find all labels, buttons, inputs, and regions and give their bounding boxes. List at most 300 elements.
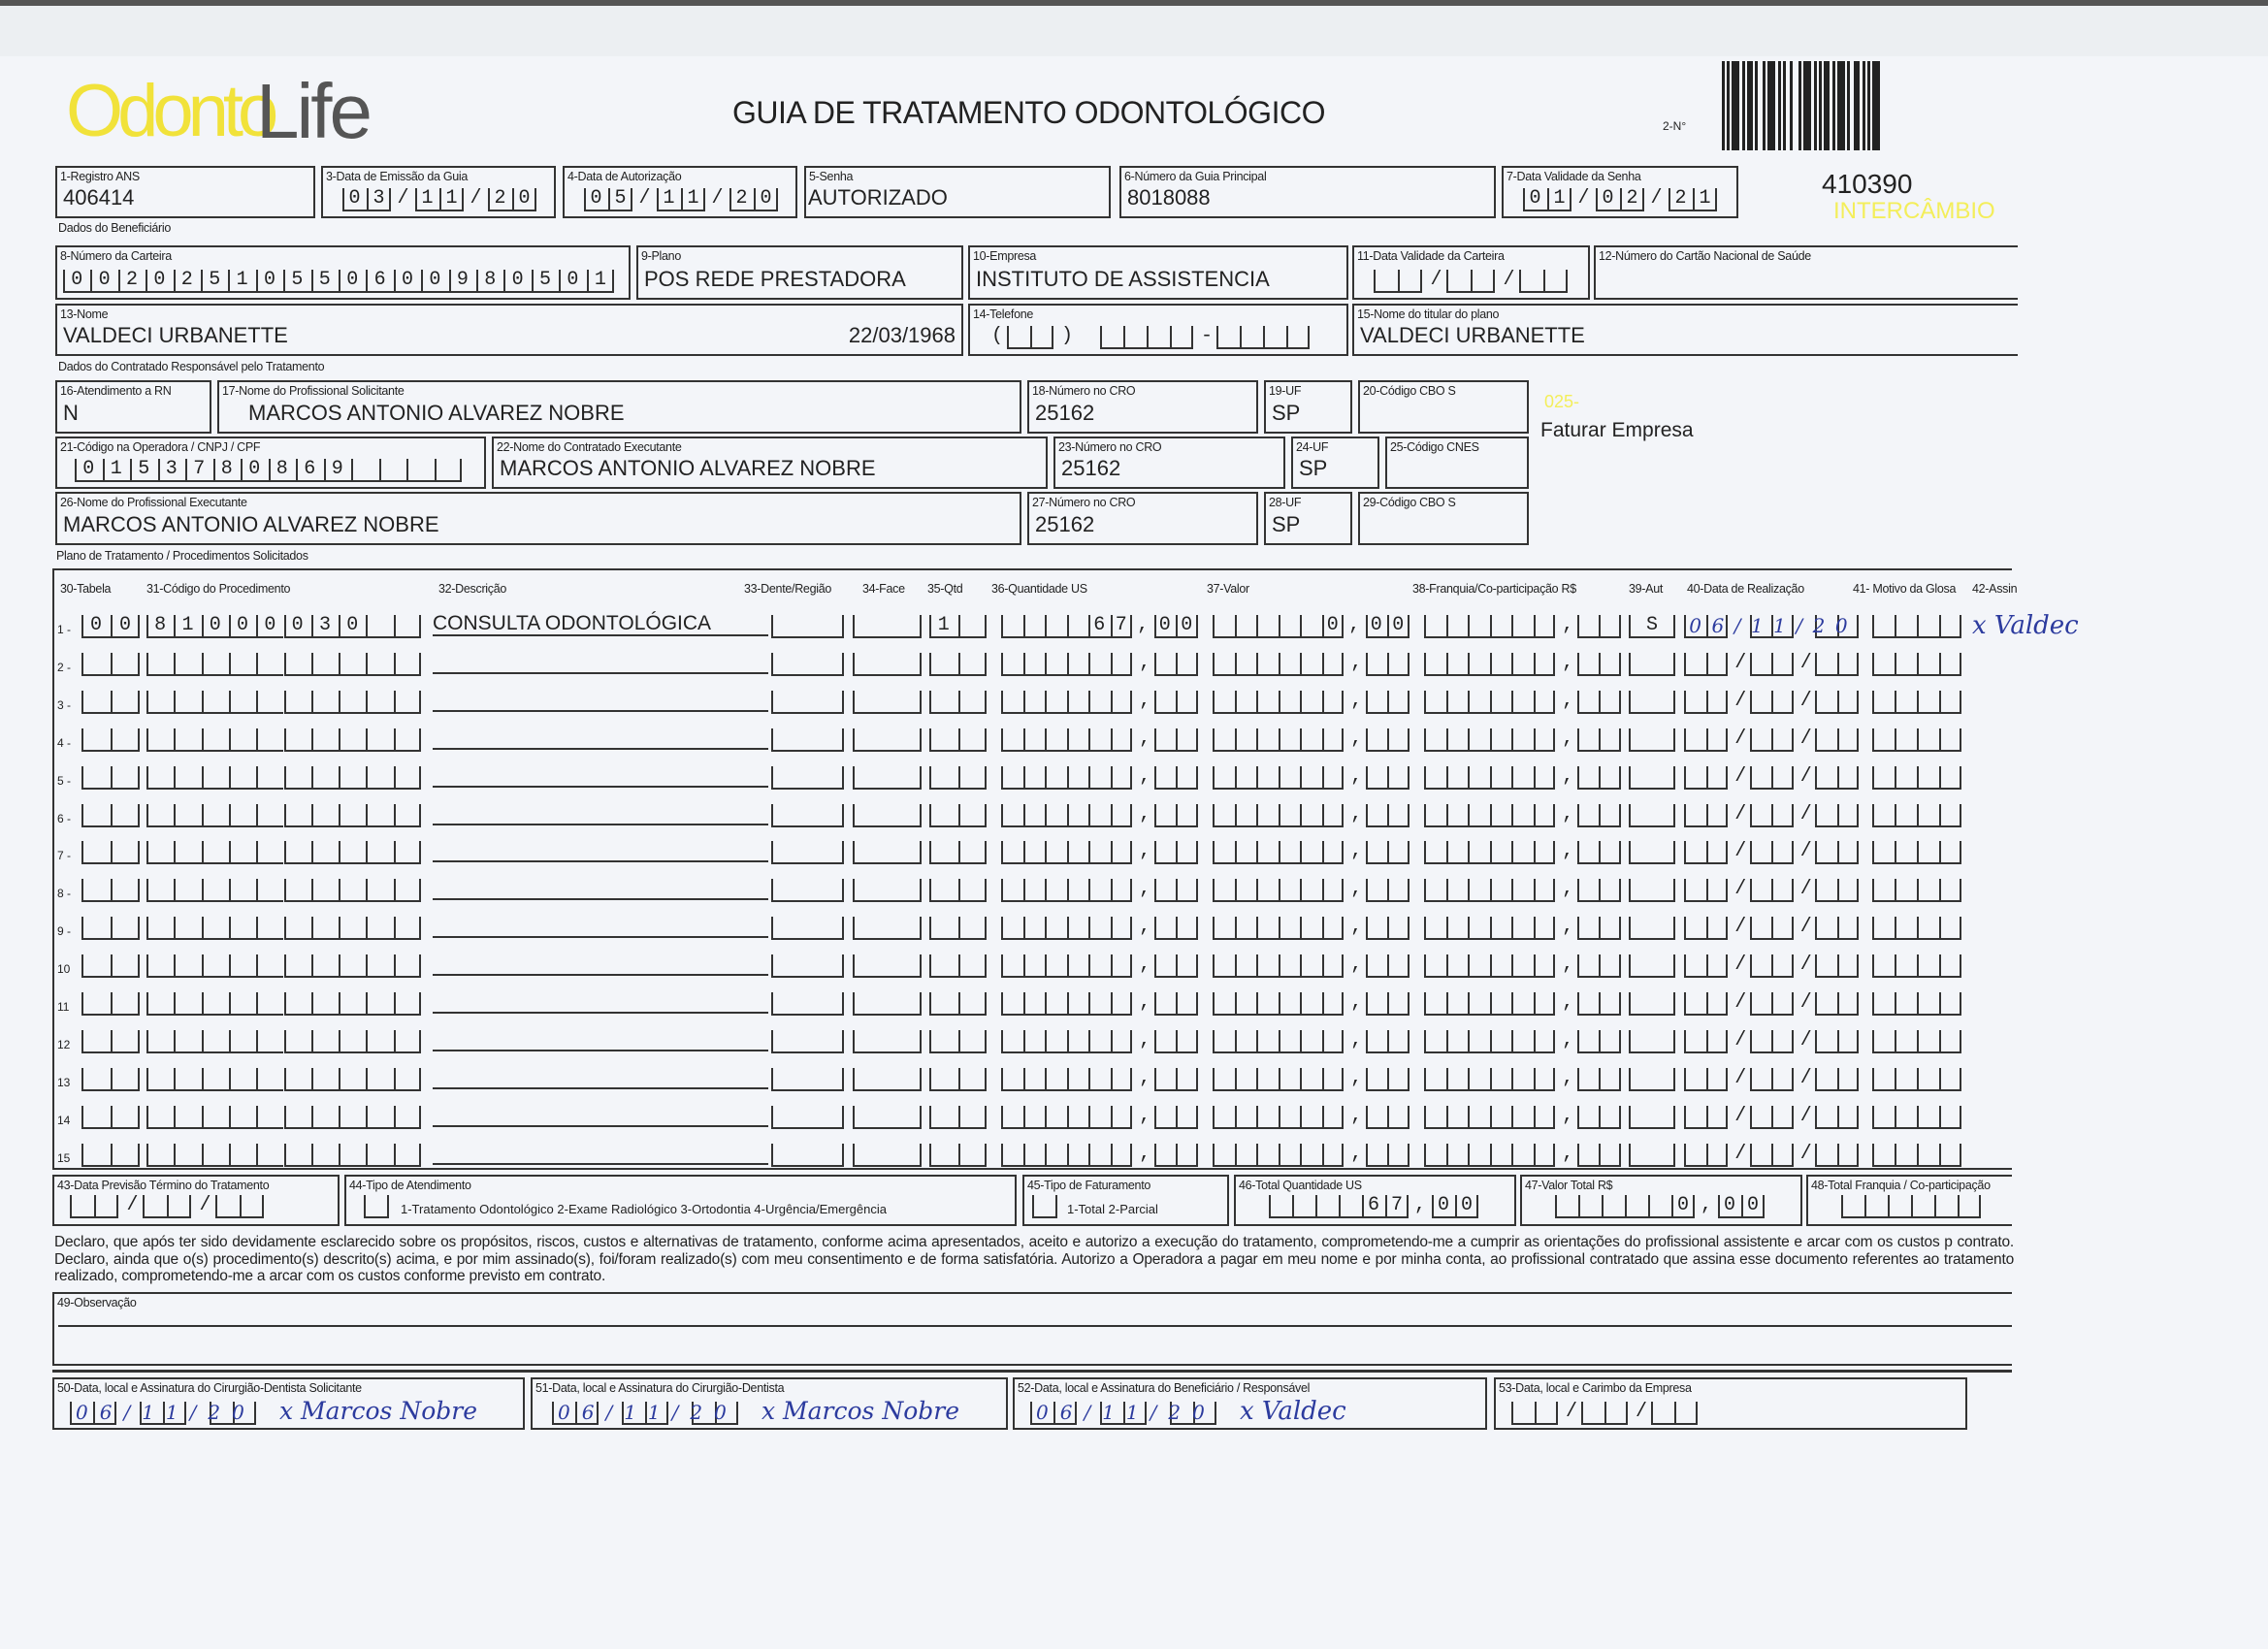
slot-boxes: / / — [1684, 728, 1859, 752]
cell-qtd-us[interactable] — [1001, 691, 1198, 714]
cell-aut[interactable] — [1629, 691, 1675, 714]
cell-valor[interactable] — [1213, 954, 1409, 978]
field-label: 11-Data Validade da Carteira — [1357, 249, 1505, 263]
cell-motivo[interactable] — [1872, 615, 1961, 638]
field-carteira — [55, 245, 631, 300]
cell-descricao[interactable] — [433, 764, 768, 788]
cell-qtd[interactable] — [929, 653, 987, 676]
cell-qtd[interactable] — [929, 804, 987, 827]
cell-franquia[interactable] — [1424, 954, 1621, 978]
cell-face[interactable] — [853, 1106, 922, 1129]
slot-boxes — [81, 841, 140, 864]
cell-tabela[interactable] — [81, 992, 140, 1016]
field-value[interactable]: SP — [1272, 512, 1301, 536]
slot-boxes — [1872, 766, 1961, 790]
cell-codigo[interactable]: 81000030 — [146, 615, 421, 638]
slot-boxes — [1872, 653, 1961, 676]
cell-descricao[interactable] — [433, 915, 768, 938]
field-label: 3-Data de Emissão da Guia — [326, 170, 469, 183]
cell-tabela[interactable] — [81, 841, 140, 864]
cell-data[interactable]: 06/11/20 — [1684, 615, 1859, 638]
cell-tabela[interactable] — [81, 1106, 140, 1129]
cell-tabela[interactable] — [81, 766, 140, 790]
slot-boxes: , — [1213, 1030, 1409, 1053]
cell-motivo[interactable] — [1872, 691, 1961, 714]
cell-valor[interactable] — [1213, 1030, 1409, 1053]
cell-data[interactable] — [1684, 954, 1859, 978]
slot-boxes: , — [1213, 954, 1409, 978]
cell-valor[interactable] — [1213, 691, 1409, 714]
cell-face[interactable] — [853, 841, 922, 864]
slot-boxes — [853, 992, 922, 1016]
field-value[interactable]: 0,00 — [1555, 1195, 1770, 1218]
field-value[interactable]: 25162 — [1035, 401, 1095, 425]
cell-qtd[interactable] — [929, 1030, 987, 1053]
cell-codigo[interactable] — [146, 841, 421, 864]
cell-motivo[interactable] — [1872, 954, 1961, 978]
cell-aut[interactable] — [1629, 766, 1675, 790]
cell-codigo[interactable] — [146, 804, 421, 827]
cell-aut[interactable] — [1629, 728, 1675, 752]
cell-tabela[interactable] — [81, 804, 140, 827]
cell-tabela[interactable] — [81, 917, 140, 940]
sig52-signature[interactable]: x Valdec — [1240, 1397, 1346, 1426]
row-number: 9 - — [57, 924, 72, 939]
cell-face[interactable] — [853, 728, 922, 752]
field-value[interactable] — [984, 326, 1310, 349]
cell-face[interactable] — [853, 1068, 922, 1091]
cell-descricao[interactable] — [433, 1142, 768, 1165]
cell-face[interactable] — [853, 804, 922, 827]
cell-tabela[interactable] — [81, 1030, 140, 1053]
procedure-row — [54, 723, 2014, 758]
cell-tabela[interactable] — [81, 879, 140, 902]
cell-aut[interactable] — [1629, 992, 1675, 1016]
field-uf-28 — [1264, 492, 1352, 545]
field-value[interactable]: MARCOS ANTONIO ALVAREZ NOBRE — [500, 456, 876, 480]
field-label: 48-Total Franquia / Co-participação — [1811, 1179, 1991, 1192]
cell-franquia[interactable] — [1424, 691, 1621, 714]
sig51-date[interactable]: 06/11/20 — [552, 1402, 738, 1425]
cell-face[interactable] — [853, 691, 922, 714]
field-label: 8-Número da Carteira — [60, 249, 172, 263]
field-value[interactable]: 67,00 — [1269, 1195, 1484, 1218]
cell-dente[interactable] — [771, 728, 844, 752]
cell-aut[interactable] — [1629, 1030, 1675, 1053]
cell-data[interactable] — [1684, 1068, 1859, 1091]
cell-aut[interactable] — [1629, 653, 1675, 676]
slot-boxes — [853, 1106, 922, 1129]
sig51-signature[interactable]: x Marcos Nobre — [761, 1397, 960, 1425]
field-value[interactable]: VALDECI URBANETTE — [1360, 323, 1585, 347]
field-value[interactable]: 25162 — [1061, 456, 1121, 480]
slot-boxes — [1872, 1068, 1961, 1091]
cell-data[interactable] — [1684, 841, 1859, 864]
cell-face[interactable] — [853, 954, 922, 978]
cell-dente[interactable] — [771, 1106, 844, 1129]
slot-boxes — [1629, 879, 1675, 902]
sig50-signature[interactable]: x Marcos Nobre — [279, 1397, 478, 1425]
cell-aut[interactable] — [1629, 841, 1675, 864]
cell-tabela[interactable] — [81, 954, 140, 978]
cell-qtd[interactable] — [929, 879, 987, 902]
cell-qtd[interactable] — [929, 954, 987, 978]
slot-boxes: , — [1424, 653, 1621, 676]
cell-motivo[interactable] — [1872, 1030, 1961, 1053]
cell-data[interactable] — [1684, 653, 1859, 676]
field-value[interactable] — [364, 1195, 389, 1218]
field-value[interactable] — [1374, 270, 1568, 293]
cell-franquia[interactable] — [1424, 1144, 1621, 1167]
cell-data[interactable] — [1684, 992, 1859, 1016]
column-header: 32-Descrição — [438, 582, 507, 596]
cell-data[interactable] — [1684, 1106, 1859, 1129]
slot-boxes: , — [1424, 1030, 1621, 1053]
slot-boxes — [853, 1030, 922, 1053]
field-value[interactable]: SP — [1272, 401, 1301, 425]
field-label: 13-Nome — [60, 307, 109, 321]
cell-data[interactable] — [1684, 879, 1859, 902]
cell-valor[interactable] — [1213, 841, 1409, 864]
cell-data[interactable] — [1684, 1030, 1859, 1053]
slot-boxes — [81, 1068, 140, 1091]
cell-tabela[interactable] — [81, 691, 140, 714]
cell-tabela[interactable] — [81, 728, 140, 752]
field-label: 12-Número do Cartão Nacional de Saúde — [1599, 249, 1811, 263]
cell-motivo[interactable] — [1872, 766, 1961, 790]
cell-qtd[interactable]: 1 — [929, 615, 987, 638]
cell-motivo[interactable] — [1872, 841, 1961, 864]
cell-dente[interactable] — [771, 879, 844, 902]
cell-descricao[interactable] — [433, 877, 768, 900]
cell-data[interactable] — [1684, 1144, 1859, 1167]
cell-qtd-us[interactable] — [1001, 841, 1198, 864]
cell-valor[interactable]: 0,00 — [1213, 615, 1414, 638]
cell-descricao[interactable] — [433, 689, 768, 712]
field-value[interactable]: VALDECI URBANETTE — [63, 323, 288, 347]
cell-face[interactable] — [853, 1030, 922, 1053]
field-label: 6-Número da Guia Principal — [1124, 170, 1267, 183]
cell-codigo[interactable] — [146, 992, 421, 1016]
procedure-row — [54, 760, 2014, 795]
cell-qtd[interactable] — [929, 1106, 987, 1129]
procedure-row — [54, 798, 2014, 833]
cell-qtd[interactable] — [929, 728, 987, 752]
procedure-row — [54, 835, 2014, 870]
field-uf-19 — [1264, 380, 1352, 434]
procedure-row — [54, 685, 2014, 720]
cell-tabela[interactable] — [81, 653, 140, 676]
field-value[interactable]: 25162 — [1035, 512, 1095, 536]
slot-boxes — [146, 1106, 421, 1129]
cell-valor[interactable] — [1213, 766, 1409, 790]
cell-codigo[interactable] — [146, 1030, 421, 1053]
cell-qtd-us[interactable] — [1001, 804, 1198, 827]
slot-boxes — [853, 615, 922, 638]
cell-franquia[interactable] — [1424, 879, 1621, 902]
field-guia-principal — [1119, 166, 1496, 218]
cell-motivo[interactable] — [1872, 1144, 1961, 1167]
cell-franquia[interactable] — [1424, 653, 1621, 676]
cell-qtd-us[interactable]: 67,00 — [1001, 615, 1203, 638]
slot-boxes — [81, 954, 140, 978]
slot-boxes — [81, 1030, 140, 1053]
slot-boxes — [929, 728, 987, 752]
field-value[interactable]: AUTORIZADO — [808, 185, 948, 210]
field-value[interactable]: 00202510550600980501 — [63, 270, 622, 293]
field-label: 22-Nome do Contratado Executante — [497, 440, 682, 454]
slot-boxes: , — [1001, 917, 1198, 940]
cell-dente[interactable] — [771, 841, 844, 864]
cell-face[interactable] — [853, 992, 922, 1016]
cell-descricao[interactable] — [433, 651, 768, 674]
field-value[interactable]: MARCOS ANTONIO ALVAREZ NOBRE — [63, 512, 439, 536]
cell-dente[interactable] — [771, 917, 844, 940]
slot-boxes — [853, 728, 922, 752]
cell-assinatura[interactable]: x Valdec — [1972, 611, 2079, 640]
cell-motivo[interactable] — [1872, 653, 1961, 676]
cell-dente[interactable] — [771, 766, 844, 790]
cell-qtd-us[interactable] — [1001, 1144, 1198, 1167]
cell-tabela[interactable] — [81, 1068, 140, 1091]
cell-franquia[interactable] — [1424, 992, 1621, 1016]
cell-motivo[interactable] — [1872, 1068, 1961, 1091]
cell-franquia[interactable] — [1424, 841, 1621, 864]
cell-data[interactable] — [1684, 691, 1859, 714]
cell-codigo[interactable] — [146, 1144, 421, 1167]
field-senha — [804, 166, 1111, 218]
cell-motivo[interactable] — [1872, 917, 1961, 940]
cell-descricao[interactable] — [433, 1104, 768, 1127]
cell-qtd[interactable] — [929, 1068, 987, 1091]
cell-aut[interactable] — [1629, 804, 1675, 827]
slot-boxes — [853, 917, 922, 940]
cell-qtd[interactable] — [929, 917, 987, 940]
cell-qtd-us[interactable] — [1001, 992, 1198, 1016]
procedure-row — [54, 1100, 2014, 1135]
cell-data[interactable] — [1684, 766, 1859, 790]
slot-boxes — [1001, 615, 1198, 638]
slot-boxes — [81, 992, 140, 1016]
field-cro-27 — [1027, 492, 1258, 545]
slot-boxes: / / — [1684, 691, 1859, 714]
cell-qtd[interactable] — [929, 841, 987, 864]
cell-codigo[interactable] — [146, 954, 421, 978]
slot-boxes: , — [1213, 917, 1409, 940]
cell-qtd-us[interactable] — [1001, 879, 1198, 902]
cell-motivo[interactable] — [1872, 804, 1961, 827]
cell-tabela[interactable]: 00 — [81, 615, 148, 638]
slot-boxes — [929, 691, 987, 714]
column-header: 40-Data de Realização — [1687, 582, 1804, 596]
field-cbo-29 — [1358, 492, 1529, 545]
cell-data[interactable] — [1684, 917, 1859, 940]
slot-boxes — [146, 615, 421, 638]
cell-franquia[interactable] — [1424, 766, 1621, 790]
cell-dente[interactable] — [771, 1030, 844, 1053]
cell-valor[interactable] — [1213, 992, 1409, 1016]
cell-valor[interactable] — [1213, 1068, 1409, 1091]
cell-descricao[interactable] — [433, 727, 768, 750]
cell-codigo[interactable] — [146, 1068, 421, 1091]
cell-franquia[interactable] — [1424, 1068, 1621, 1091]
slot-boxes — [1872, 1030, 1961, 1053]
slot-boxes — [584, 188, 778, 211]
cell-codigo[interactable] — [146, 879, 421, 902]
cell-aut[interactable] — [1629, 879, 1675, 902]
cell-codigo[interactable] — [146, 691, 421, 714]
slot-boxes — [1629, 804, 1675, 827]
cell-qtd[interactable] — [929, 1144, 987, 1167]
cell-codigo[interactable] — [146, 653, 421, 676]
cell-qtd-us[interactable] — [1001, 728, 1198, 752]
cell-aut[interactable] — [1629, 954, 1675, 978]
cell-codigo[interactable] — [146, 766, 421, 790]
slot-boxes — [146, 653, 421, 676]
cell-codigo[interactable] — [146, 917, 421, 940]
slot-boxes: , — [1001, 804, 1198, 827]
cell-franquia[interactable] — [1424, 1106, 1621, 1129]
sig50-date[interactable]: 06/11/20 — [70, 1402, 256, 1425]
sig53-date[interactable] — [1511, 1402, 1698, 1425]
cell-aut[interactable] — [1629, 1068, 1675, 1091]
cell-face[interactable] — [853, 1144, 922, 1167]
cell-qtd-us[interactable] — [1001, 766, 1198, 790]
cell-aut[interactable] — [1629, 1144, 1675, 1167]
field-value[interactable]: SP — [1299, 456, 1328, 480]
cell-face[interactable] — [853, 766, 922, 790]
row-number: 7 - — [57, 849, 72, 863]
field-label: 23-Número no CRO — [1058, 440, 1162, 454]
cell-valor[interactable] — [1213, 917, 1409, 940]
field-value[interactable] — [70, 1195, 264, 1218]
slot-boxes: , — [1001, 1144, 1198, 1167]
cell-face[interactable] — [853, 615, 922, 638]
field-value[interactable] — [1032, 1195, 1057, 1218]
field-observacao[interactable] — [52, 1292, 2012, 1366]
cell-dente[interactable] — [771, 653, 844, 676]
slot-boxes — [1213, 615, 1409, 638]
cell-aut[interactable] — [1629, 917, 1675, 940]
cell-tabela[interactable] — [81, 1144, 140, 1167]
field-label: 27-Número no CRO — [1032, 496, 1136, 509]
cell-face[interactable] — [853, 879, 922, 902]
cell-dente[interactable] — [771, 1068, 844, 1091]
cell-aut[interactable]: S — [1629, 615, 1693, 638]
cell-valor[interactable] — [1213, 804, 1409, 827]
slot-boxes — [1629, 1144, 1675, 1167]
field-value[interactable]: POS REDE PRESTADORA — [644, 267, 906, 291]
column-header: 42-Assin — [1972, 582, 2018, 596]
cell-dente[interactable] — [771, 992, 844, 1016]
cell-qtd-us[interactable] — [1001, 1030, 1198, 1053]
field-validade-senha — [1502, 166, 1738, 218]
cell-descricao[interactable] — [433, 1028, 768, 1051]
cell-descricao[interactable]: CONSULTA ODONTOLÓGICA — [433, 613, 768, 636]
cell-descricao[interactable] — [433, 990, 768, 1014]
slot-boxes: , — [1424, 804, 1621, 827]
field-value[interactable]: 03/11/20 — [342, 188, 543, 211]
cell-valor[interactable] — [1213, 879, 1409, 902]
cell-qtd-us[interactable] — [1001, 1106, 1198, 1129]
cell-valor[interactable] — [1213, 728, 1409, 752]
field-value[interactable]: 406414 — [63, 185, 135, 210]
cell-qtd-us[interactable] — [1001, 954, 1198, 978]
field-tipo-atendimento — [344, 1175, 1017, 1226]
field-value[interactable]: MARCOS ANTONIO ALVAREZ NOBRE — [248, 401, 625, 425]
field-value[interactable]: 05/11/20 — [584, 188, 785, 211]
cell-descricao[interactable] — [433, 839, 768, 862]
cell-dente[interactable] — [771, 691, 844, 714]
cell-qtd[interactable] — [929, 766, 987, 790]
cell-data[interactable] — [1684, 804, 1859, 827]
cell-qtd-us[interactable] — [1001, 653, 1198, 676]
cell-dente[interactable] — [771, 1144, 844, 1167]
slot-boxes — [929, 879, 987, 902]
cell-franquia[interactable] — [1424, 1030, 1621, 1053]
slot-boxes — [853, 954, 922, 978]
field-value[interactable]: 8018088 — [1127, 185, 1211, 210]
slot-boxes — [1523, 188, 1717, 211]
cell-data[interactable] — [1684, 728, 1859, 752]
cell-franquia[interactable] — [1424, 804, 1621, 827]
cell-motivo[interactable] — [1872, 992, 1961, 1016]
cell-motivo[interactable] — [1872, 728, 1961, 752]
field-value[interactable]: INSTITUTO DE ASSISTENCIA — [976, 267, 1270, 291]
sig52-date[interactable]: 06/11/20 — [1030, 1402, 1216, 1425]
field-data-emissao — [321, 166, 556, 218]
cell-dente[interactable] — [771, 954, 844, 978]
slot-boxes — [75, 459, 462, 482]
slot-boxes — [146, 804, 421, 827]
cell-aut[interactable] — [1629, 1106, 1675, 1129]
slot-boxes: , — [1001, 1106, 1198, 1129]
cell-motivo[interactable] — [1872, 1106, 1961, 1129]
cell-qtd[interactable] — [929, 992, 987, 1016]
field-value[interactable]: 0153780869 — [75, 459, 462, 482]
field-value[interactable] — [1841, 1195, 1981, 1218]
cell-qtd-us[interactable] — [1001, 917, 1198, 940]
cell-franquia[interactable] — [1424, 615, 1621, 638]
cell-dente[interactable] — [771, 615, 844, 638]
cell-face[interactable] — [853, 917, 922, 940]
slot-boxes — [1629, 1030, 1675, 1053]
slot-boxes — [929, 766, 987, 790]
cell-franquia[interactable] — [1424, 728, 1621, 752]
cell-qtd-us[interactable] — [1001, 1068, 1198, 1091]
field-label: 19-UF — [1269, 384, 1302, 398]
slot-boxes — [771, 1144, 844, 1167]
cell-motivo[interactable] — [1872, 879, 1961, 902]
cell-descricao[interactable] — [433, 802, 768, 825]
cell-descricao[interactable] — [433, 1066, 768, 1089]
cell-qtd[interactable] — [929, 691, 987, 714]
field-value[interactable]: 01/02/21 — [1523, 188, 1724, 211]
cell-descricao[interactable] — [433, 953, 768, 976]
cell-codigo[interactable] — [146, 728, 421, 752]
field-value[interactable]: N — [63, 401, 79, 425]
cell-franquia[interactable] — [1424, 917, 1621, 940]
slot-boxes: / / — [1684, 766, 1859, 790]
slot-boxes: , — [1213, 804, 1409, 827]
cell-face[interactable] — [853, 653, 922, 676]
cell-codigo[interactable] — [146, 1106, 421, 1129]
cell-valor[interactable] — [1213, 653, 1409, 676]
slot-boxes — [929, 954, 987, 978]
cell-valor[interactable] — [1213, 1144, 1409, 1167]
cell-valor[interactable] — [1213, 1106, 1409, 1129]
cell-dente[interactable] — [771, 804, 844, 827]
